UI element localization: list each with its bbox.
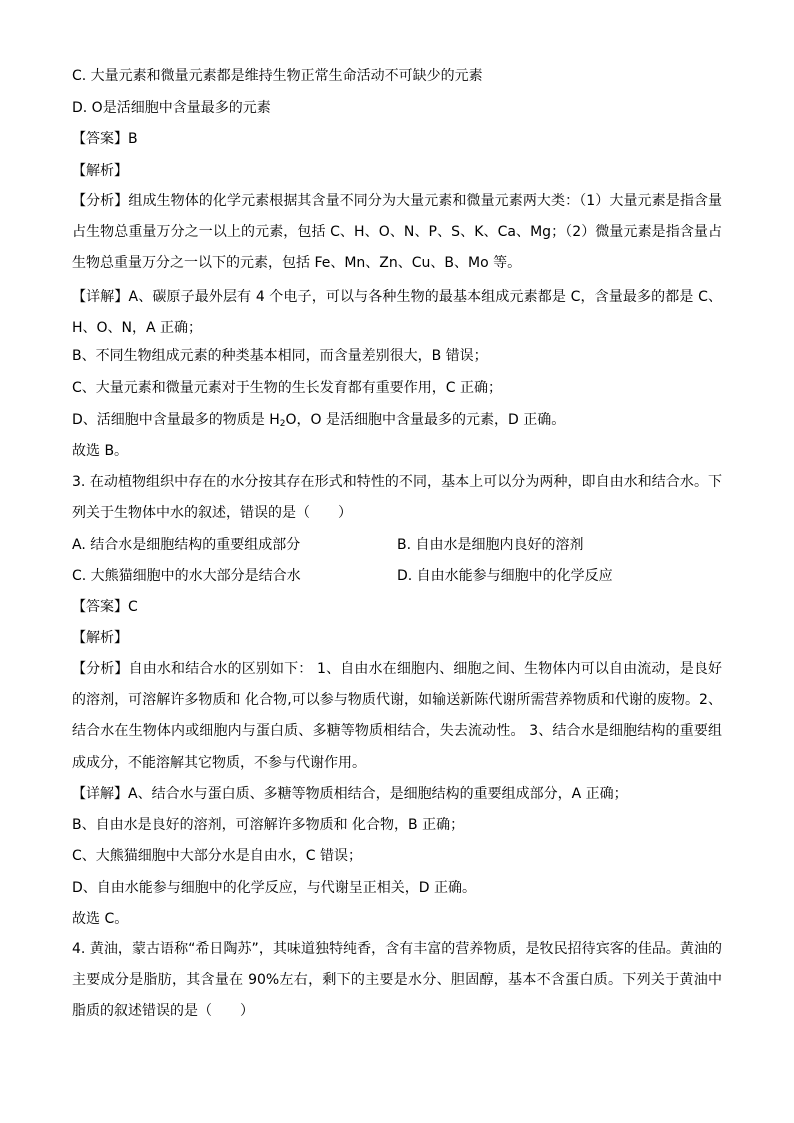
- detail-d: D、活细胞中含量最多的物质是 $H_2O$，O 是活细胞中含量最多的元素，D 正确。: [72, 412, 566, 429]
- detail-c: C、大熊猫细胞中大部分水是自由水，C 错误；: [72, 848, 362, 864]
- analysis-label: 【解析】: [72, 630, 128, 646]
- question-3-stem: 3. 在动植物组织中存在的水分按其存在形式和特性的不同，基本上可以分为两种，即自由水和结合水。下列关于生物体中水的叙述，错误的是（ ）: [72, 474, 722, 522]
- option-d: D. O是活细胞中含量最多的元素: [72, 100, 271, 116]
- detail-b: B、不同生物组成元素的种类基本相同，而含量差别很大，B 错误；: [72, 348, 488, 364]
- answer-label: 【答案】C: [72, 599, 138, 615]
- detail-d: D、自由水能参与细胞中的化学反应，与代谢呈正相关，D 正确。: [72, 880, 477, 896]
- option-c: C. 大量元素和微量元素都是维持生物正常生命活动不可缺少的元素: [72, 68, 483, 84]
- detail-paragraph: 【详解】A、碳原子最外层有 4 个电子，可以与各种生物的最基本组成元素都是 C，含量最多的都是 C、H、O、N，A 正确；: [72, 289, 722, 337]
- conclusion: 故选 B。: [72, 443, 129, 459]
- subscript: 2: [279, 419, 286, 429]
- question-3-option-a: A. 结合水是细胞结构的重要组成部分: [72, 537, 301, 553]
- detail-c: C、大量元素和微量元素对于生物的生长发育都有重要作用，C 正确；: [72, 380, 502, 396]
- detail-b: B、自由水是良好的溶剂，可溶解许多物质和 化合物，B 正确；: [72, 817, 465, 833]
- analysis-label: 【解析】: [72, 163, 128, 179]
- question-3-option-b: B. 自由水是细胞内良好的溶剂: [397, 537, 584, 553]
- question-4-stem: 4. 黄油，蒙古语称“希日陶苏”，其味道独特纯香，含有丰富的营养物质，是牧民招待宾客的佳品。黄油的主要成分是脂肪，其含量在 90%左右，剩下的主要是水分、胆固醇，基本不含蛋白质。下列关于黄油中脂质的叙述错误的是（ ）: [72, 941, 722, 1020]
- detail-a: 【详解】A、结合水与蛋白质、多糖等物质相结合，是细胞结构的重要组成部分，A 正确；: [72, 786, 628, 802]
- question-3-option-d: D. 自由水能参与细胞中的化学反应: [397, 568, 613, 584]
- analysis-paragraph: 【分析】组成生物体的化学元素根据其含量不同分为大量元素和微量元素两大类：（1）大量元素是指含量占生物总重量万分之一以上的元素，包括 C、H、O、N、P、S、K、Ca、Mg；（2）微量元素是指含量占生物总重量万分之一以下的元素，包括 Fe、Mn、Zn、Cu、B、Mo 等。: [72, 193, 722, 272]
- answer-label: 【答案】B: [72, 131, 138, 147]
- question-3-option-c: C. 大熊猫细胞中的水大部分是结合水: [72, 568, 301, 584]
- conclusion: 故选 C。: [72, 911, 129, 927]
- analysis-paragraph: 【分析】自由水和结合水的区别如下： 1、自由水在细胞内、细胞之间、生物体内可以自由流动，是良好的溶剂，可溶解许多物质和 化合物,可以参与物质代谢，如输送新陈代谢所需营养物质和代谢的废物。2、结合水在生物体内或细胞内与蛋白质、多糖等物质相结合，失去流动性。 3、结合水是细胞结构的重要组成成分，不能溶解其它物质，不参与代谢作用。: [72, 661, 722, 771]
